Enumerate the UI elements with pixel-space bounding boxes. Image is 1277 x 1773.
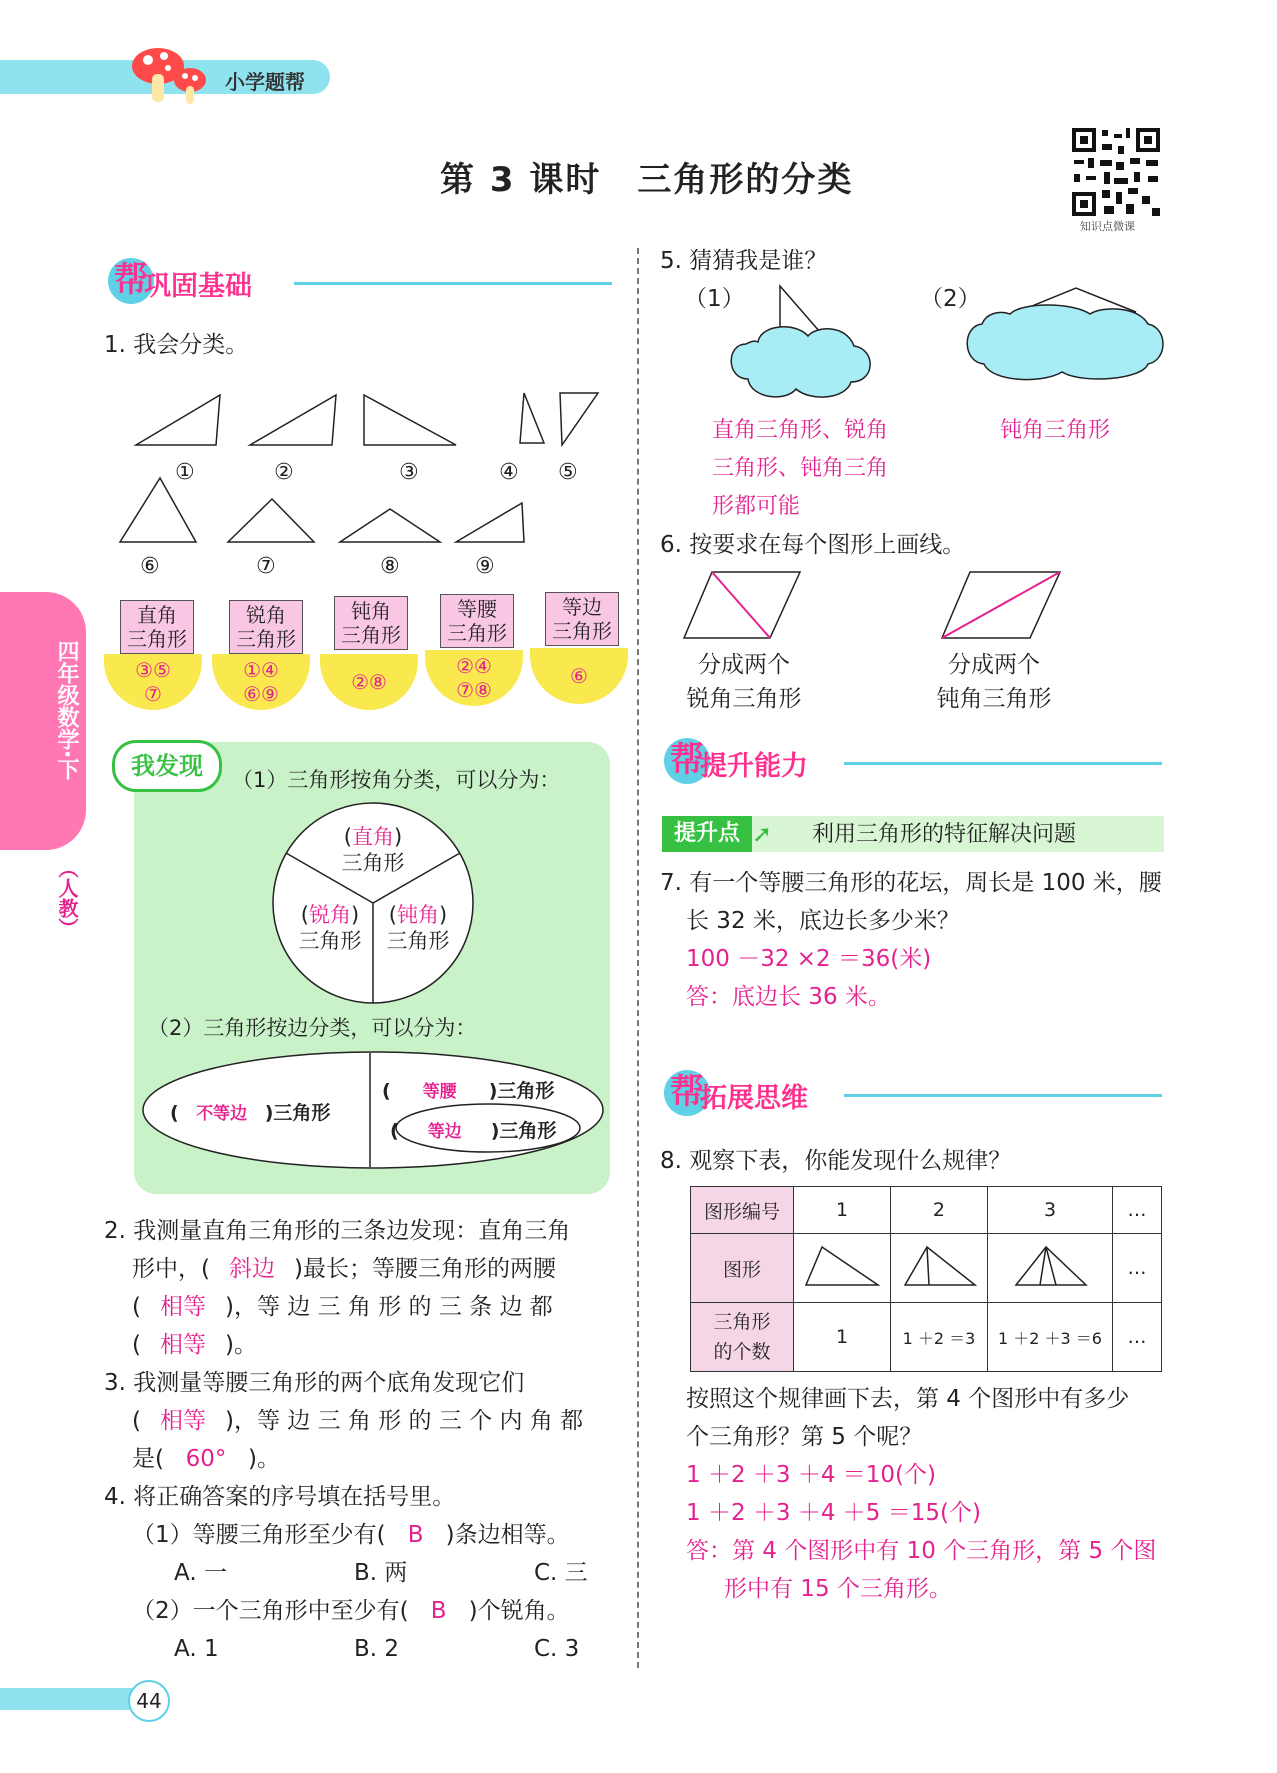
q5-answer-1: 直角三角形、锐角 三角形、钝角三角 形都可能 (712, 418, 889, 519)
answer: 相等 (159, 1332, 206, 1358)
table-row (691, 1234, 1162, 1303)
answer: 斜边 (228, 1256, 275, 1282)
category-bowl (425, 650, 523, 706)
shape-label: ⑤ (558, 460, 578, 485)
answer: 相等 (159, 1294, 206, 1320)
figure-cell (890, 1234, 987, 1303)
category-tag: 直角 三角形 (120, 600, 194, 654)
q3 (104, 1364, 624, 1478)
category-answer: ③⑤ ⑦ (135, 658, 171, 706)
table-row (691, 1187, 1162, 1234)
side-suffix: )三角形 (490, 1120, 557, 1142)
sector-suffix: 三角形 (386, 929, 450, 953)
row-header: 图形 (691, 1234, 794, 1303)
option: C. 3 (534, 1636, 580, 1662)
q7-answer: 答：底边长 36 米。 (686, 984, 891, 1010)
triangle-figure-2 (899, 1241, 979, 1291)
side-class-isosceles: ( 等腰 )三角形 (382, 1076, 554, 1103)
category-tag: 锐角 三角形 (229, 600, 303, 654)
category-answer: ①④ ⑥⑨ (243, 658, 279, 706)
category-tag: 等腰 三角形 (440, 594, 514, 648)
shape-label: ⑦ (256, 554, 276, 579)
side-answer: 不等边 (196, 1104, 248, 1124)
column-divider (637, 248, 639, 1668)
shape-label: ② (274, 460, 294, 485)
cloud-triangle-2 (962, 284, 1168, 384)
q6-caption-2: 分成两个 钝角三角形 (936, 652, 1052, 712)
table-cell: 1 ＋2 ＋3 ＝6 (987, 1303, 1112, 1372)
circle-sector-right: (钝角) 三角形 (386, 903, 450, 953)
option: B. 2 (354, 1636, 400, 1662)
q5-stem: 5. 猜猜我是谁？ (660, 248, 828, 274)
table-row (691, 1303, 1162, 1372)
figure-cell (794, 1234, 891, 1303)
q3-line3: 是( 60° )。 (104, 1440, 624, 1478)
table-cell: 1 ＋2 ＝3 (890, 1303, 987, 1372)
table-cell: … (1113, 1303, 1162, 1372)
table-cell: 1 (794, 1187, 891, 1234)
section-banner-extend (664, 1070, 1164, 1116)
category-answer: ②④ ⑦⑧ (456, 654, 492, 702)
side-suffix: )三角形 (264, 1102, 331, 1124)
point-badge: 提升点 (662, 816, 752, 852)
arrow-icon: ➚ (752, 820, 773, 848)
shape-label: ④ (499, 460, 519, 485)
discover-p1: （1）三角形按角分类，可以分为： (232, 768, 561, 792)
sector-suffix: 三角形 (341, 851, 405, 875)
q2-line4: ( 相等 )。 (104, 1326, 624, 1364)
q2 (104, 1212, 624, 1364)
q2-line3: ( 相等 )，等 边 三 角 形 的 三 条 边 都 (104, 1288, 624, 1326)
side-tab-edition: （人教） (55, 858, 79, 938)
triangle-figure-1 (802, 1241, 882, 1291)
q8-answer-text-2: 形中有 15 个三角形。 (724, 1576, 952, 1602)
page-title: 第 3 课时 三角形的分类 (440, 160, 854, 200)
q1-stem: 1. 我会分类。 (104, 332, 249, 358)
section-banner-basics (108, 258, 613, 304)
q4-part2: （2）一个三角形中至少有( B )个锐角。 (104, 1592, 624, 1630)
brand-label: 小学题帮 (225, 70, 305, 94)
angle-answer: 锐角 (309, 903, 351, 927)
shape-label: ① (175, 460, 195, 485)
q6-stem: 6. 按要求在每个图形上画线。 (660, 532, 966, 558)
angle-answer: 钝角 (397, 903, 439, 927)
category-bowl (104, 654, 202, 710)
category-bowl (212, 654, 310, 710)
parallelogram-1 (682, 570, 802, 642)
q5-answer-2: 钝角三角形 (1000, 418, 1111, 443)
shape-label: ③ (399, 460, 419, 485)
sector-suffix: 三角形 (298, 929, 362, 953)
q8-answer-text: 答：第 4 个图形中有 10 个三角形，第 5 个图 (686, 1538, 1157, 1564)
cloud-triangle-1 (726, 284, 876, 404)
shape-label: ⑨ (475, 554, 495, 579)
section-title: 巩固基础 (144, 271, 252, 302)
option: A. 一 (174, 1560, 227, 1586)
discover-badge: 我发现 (112, 740, 222, 792)
footer-band (0, 1688, 140, 1710)
side-class-scalene: ( 不等边 )三角形 (170, 1098, 330, 1125)
qr-caption: 知识点微课 (1080, 220, 1135, 233)
pattern-table (690, 1186, 1162, 1372)
bang-icon: 帮 (108, 258, 154, 304)
discover-p2: （2）三角形按边分类，可以分为： (148, 1016, 477, 1040)
category-tag: 等边 三角形 (545, 592, 619, 646)
option: A. 1 (174, 1636, 219, 1662)
mushroom-icon (128, 44, 218, 114)
q2-line2: 形中，( 斜边 )最长；等腰三角形的两腰 (104, 1250, 624, 1288)
table-cell: 3 (987, 1187, 1112, 1234)
category-answer: ⑥ (570, 664, 588, 688)
q5-label-2: （2） (920, 286, 981, 312)
qr-code-icon (1070, 126, 1162, 218)
shape-label: ⑥ (140, 554, 160, 579)
triangle-figure-3 (1010, 1241, 1090, 1291)
parallelogram-2 (940, 570, 1062, 642)
answer: B (430, 1598, 447, 1624)
table-cell: … (1113, 1187, 1162, 1234)
category-bowl (320, 654, 418, 710)
q7: 7. 有一个等腰三角形的花坛，周长是 100 米，腰 长 32 米，底边长多少米？ 100 －32 ×2 ＝36(米) 答：底边长 36 米。 (660, 864, 1170, 1016)
table-cell: … (1113, 1234, 1162, 1303)
page-number: 44 (128, 1680, 170, 1722)
shape-label: ⑧ (380, 554, 400, 579)
section-title: 提升能力 (700, 751, 808, 782)
q4-part1-options (104, 1554, 624, 1592)
section-title: 拓展思维 (700, 1083, 808, 1114)
q4-stem: 4. 将正确答案的序号填在括号里。 (104, 1484, 456, 1510)
bang-icon: 帮 (664, 738, 710, 784)
category-bowl (530, 648, 628, 704)
angle-answer: 直角 (352, 825, 394, 849)
row-header: 三角形 的个数 (691, 1303, 794, 1372)
point-text: 利用三角形的特征解决问题 (812, 822, 1077, 847)
q8-stem: 8. 观察下表，你能发现什么规律？ (660, 1148, 1012, 1174)
option: B. 两 (354, 1560, 408, 1586)
section-rule (844, 1094, 1162, 1097)
side-suffix: )三角形 (488, 1080, 555, 1102)
q7-answer-calc: 100 －32 ×2 ＝36(米) (686, 946, 932, 972)
section-rule (844, 762, 1162, 765)
answer: 相等 (159, 1408, 206, 1434)
q4-part2-options (104, 1630, 624, 1668)
section-rule (294, 282, 612, 285)
q8-answer-4: 1 ＋2 ＋3 ＋4 ＝10(个) (686, 1462, 936, 1488)
side-answer: 等腰 (422, 1082, 457, 1102)
q4-part1: （1）等腰三角形至少有( B )条边相等。 (104, 1516, 624, 1554)
section-banner-improve (664, 738, 1164, 784)
q8-answer-5: 1 ＋2 ＋3 ＋4 ＋5 ＝15(个) (686, 1500, 981, 1526)
circle-sector-top: (直角) 三角形 (341, 825, 405, 875)
q4 (104, 1478, 624, 1668)
answer: B (407, 1522, 424, 1548)
bang-icon: 帮 (664, 1070, 710, 1116)
circle-sector-left: (锐角) 三角形 (298, 903, 362, 953)
answer: 60° (185, 1446, 227, 1472)
side-class-equilateral: ( 等边 )三角形 (390, 1116, 556, 1143)
side-answer: 等边 (427, 1122, 462, 1142)
table-cell: 2 (890, 1187, 987, 1234)
category-answer: ②⑧ (351, 670, 387, 694)
q3-line2: ( 相等 )，等 边 三 角 形 的 三 个 内 角 都 (104, 1402, 624, 1440)
q6-caption-1: 分成两个 锐角三角形 (686, 652, 802, 712)
table-cell: 1 (794, 1303, 891, 1372)
q3-line1: 3. 我测量等腰三角形的两个底角发现它们 (104, 1370, 525, 1396)
q8-followup: 按照这个规律画下去，第 4 个图形中有多少 个三角形？第 5 个呢？ 1 ＋2 ＋3 ＋4 ＝10(个) 1 ＋2 ＋3 ＋4 ＋5 ＝15(个) 答：第 4 个图形中有 10 个三角形，第 5 个图 形中有 15 个三角形。 (686, 1380, 1166, 1608)
q5-label-1: （1） (684, 286, 745, 312)
row-header: 图形编号 (691, 1187, 794, 1234)
category-tag: 钝角 三角形 (334, 596, 408, 650)
figure-cell (987, 1234, 1112, 1303)
side-tab-grade: 四年级数学·下 (54, 640, 79, 781)
option: C. 三 (534, 1560, 588, 1586)
q2-line1: 2. 我测量直角三角形的三条边发现：直角三角 (104, 1218, 571, 1244)
